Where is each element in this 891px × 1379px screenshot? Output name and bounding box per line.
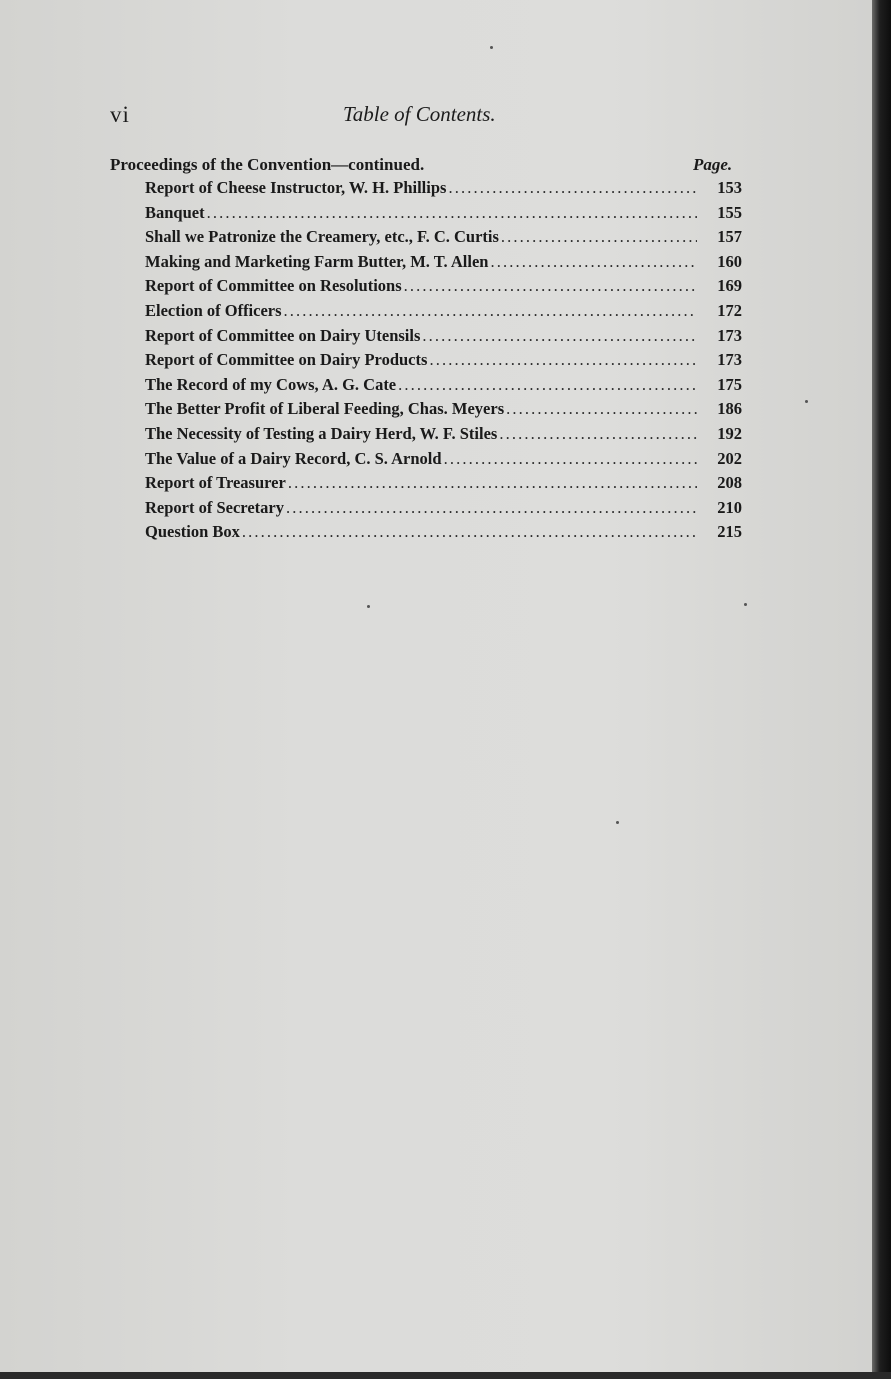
- page-column-heading: Page.: [693, 155, 733, 174]
- toc-entry-page: 153: [717, 178, 742, 197]
- toc-entry-title: Banquet: [145, 202, 205, 222]
- toc-entry: [145, 227, 742, 252]
- toc-entry-page: 155: [717, 202, 742, 222]
- dot-leader: [490, 252, 697, 272]
- toc-entry-title: Report of Committee on Dairy Products: [145, 350, 428, 370]
- section-heading: Proceedings of the Convention—continued.: [110, 155, 425, 174]
- dot-leader: [288, 473, 697, 493]
- running-head: Table of Contents.: [343, 102, 496, 126]
- toc-entry-page: 175: [717, 374, 742, 394]
- toc-entry: [145, 498, 742, 523]
- scan-bottom-edge: [0, 1372, 891, 1379]
- toc-entry: [145, 473, 742, 498]
- dot-leader: [448, 178, 697, 198]
- toc-entry-title: Shall we Patronize the Creamery, etc., F. C. Curtis: [145, 227, 499, 247]
- paper-speck: [744, 603, 747, 606]
- toc-entry-page: 173: [717, 325, 742, 345]
- paper-speck: [805, 400, 808, 403]
- toc-entry-page: 169: [717, 276, 742, 296]
- dot-leader: [506, 399, 697, 419]
- dot-leader: [404, 276, 697, 296]
- toc-entry-page: 160: [717, 251, 742, 271]
- table-of-contents: [145, 178, 742, 547]
- dot-leader: [284, 301, 697, 321]
- toc-entry: [145, 276, 742, 301]
- paper-speck: [367, 605, 370, 608]
- toc-entry-page: 192: [717, 423, 742, 443]
- toc-entry: [145, 424, 742, 449]
- toc-entry: [145, 203, 742, 228]
- toc-entry-page: 208: [717, 473, 742, 493]
- dot-leader: [422, 326, 697, 346]
- toc-entry: [145, 252, 742, 277]
- toc-entry-page: 202: [717, 448, 742, 468]
- dot-leader: [499, 424, 697, 444]
- toc-entry: [145, 350, 742, 375]
- toc-entry-title: The Record of my Cows, A. G. Cate: [145, 374, 397, 394]
- toc-entry-title: Report of Cheese Instructor, W. H. Phillips: [145, 178, 447, 197]
- scan-page-edge: [872, 0, 891, 1379]
- toc-entry-page: 172: [717, 300, 742, 320]
- paper-speck: [616, 821, 619, 824]
- dot-leader: [444, 449, 697, 469]
- toc-entry-page: 215: [717, 522, 742, 542]
- toc-entry-title: Making and Marketing Farm Butter, M. T. Allen: [145, 251, 489, 271]
- dot-leader: [501, 227, 697, 247]
- folio-page-number: vi: [110, 102, 130, 127]
- toc-entry: [145, 178, 742, 203]
- toc-entry-title: Report of Secretary: [145, 497, 284, 517]
- dot-leader: [398, 375, 697, 395]
- toc-entry: [145, 326, 742, 351]
- toc-entry-title: Question Box: [145, 522, 240, 542]
- toc-entry: [145, 522, 742, 547]
- toc-entry-page: 173: [717, 350, 742, 370]
- toc-entry: [145, 375, 742, 400]
- toc-entry-title: The Necessity of Testing a Dairy Herd, W. F. Stiles: [145, 423, 498, 443]
- toc-entry-page: 210: [717, 497, 742, 517]
- toc-entry: [145, 449, 742, 474]
- toc-entry: [145, 399, 742, 424]
- toc-entry: [145, 301, 742, 326]
- toc-entry-page: 186: [717, 399, 742, 419]
- dot-leader: [242, 522, 697, 542]
- toc-entry-title: Report of Committee on Dairy Utensils: [145, 325, 421, 345]
- paper-speck: [490, 46, 493, 49]
- toc-entry-page: 157: [717, 227, 742, 247]
- toc-entry-title: Report of Committee on Resolutions: [145, 276, 402, 296]
- dot-leader: [429, 350, 697, 370]
- toc-entry-title: The Value of a Dairy Record, C. S. Arnold: [145, 448, 442, 468]
- dot-leader: [286, 498, 697, 518]
- dot-leader: [207, 203, 697, 223]
- toc-entry-title: Election of Officers: [145, 300, 282, 320]
- toc-entry-title: The Better Profit of Liberal Feeding, Chas. Meyers: [145, 399, 505, 419]
- toc-entry-title: Report of Treasurer: [145, 473, 286, 493]
